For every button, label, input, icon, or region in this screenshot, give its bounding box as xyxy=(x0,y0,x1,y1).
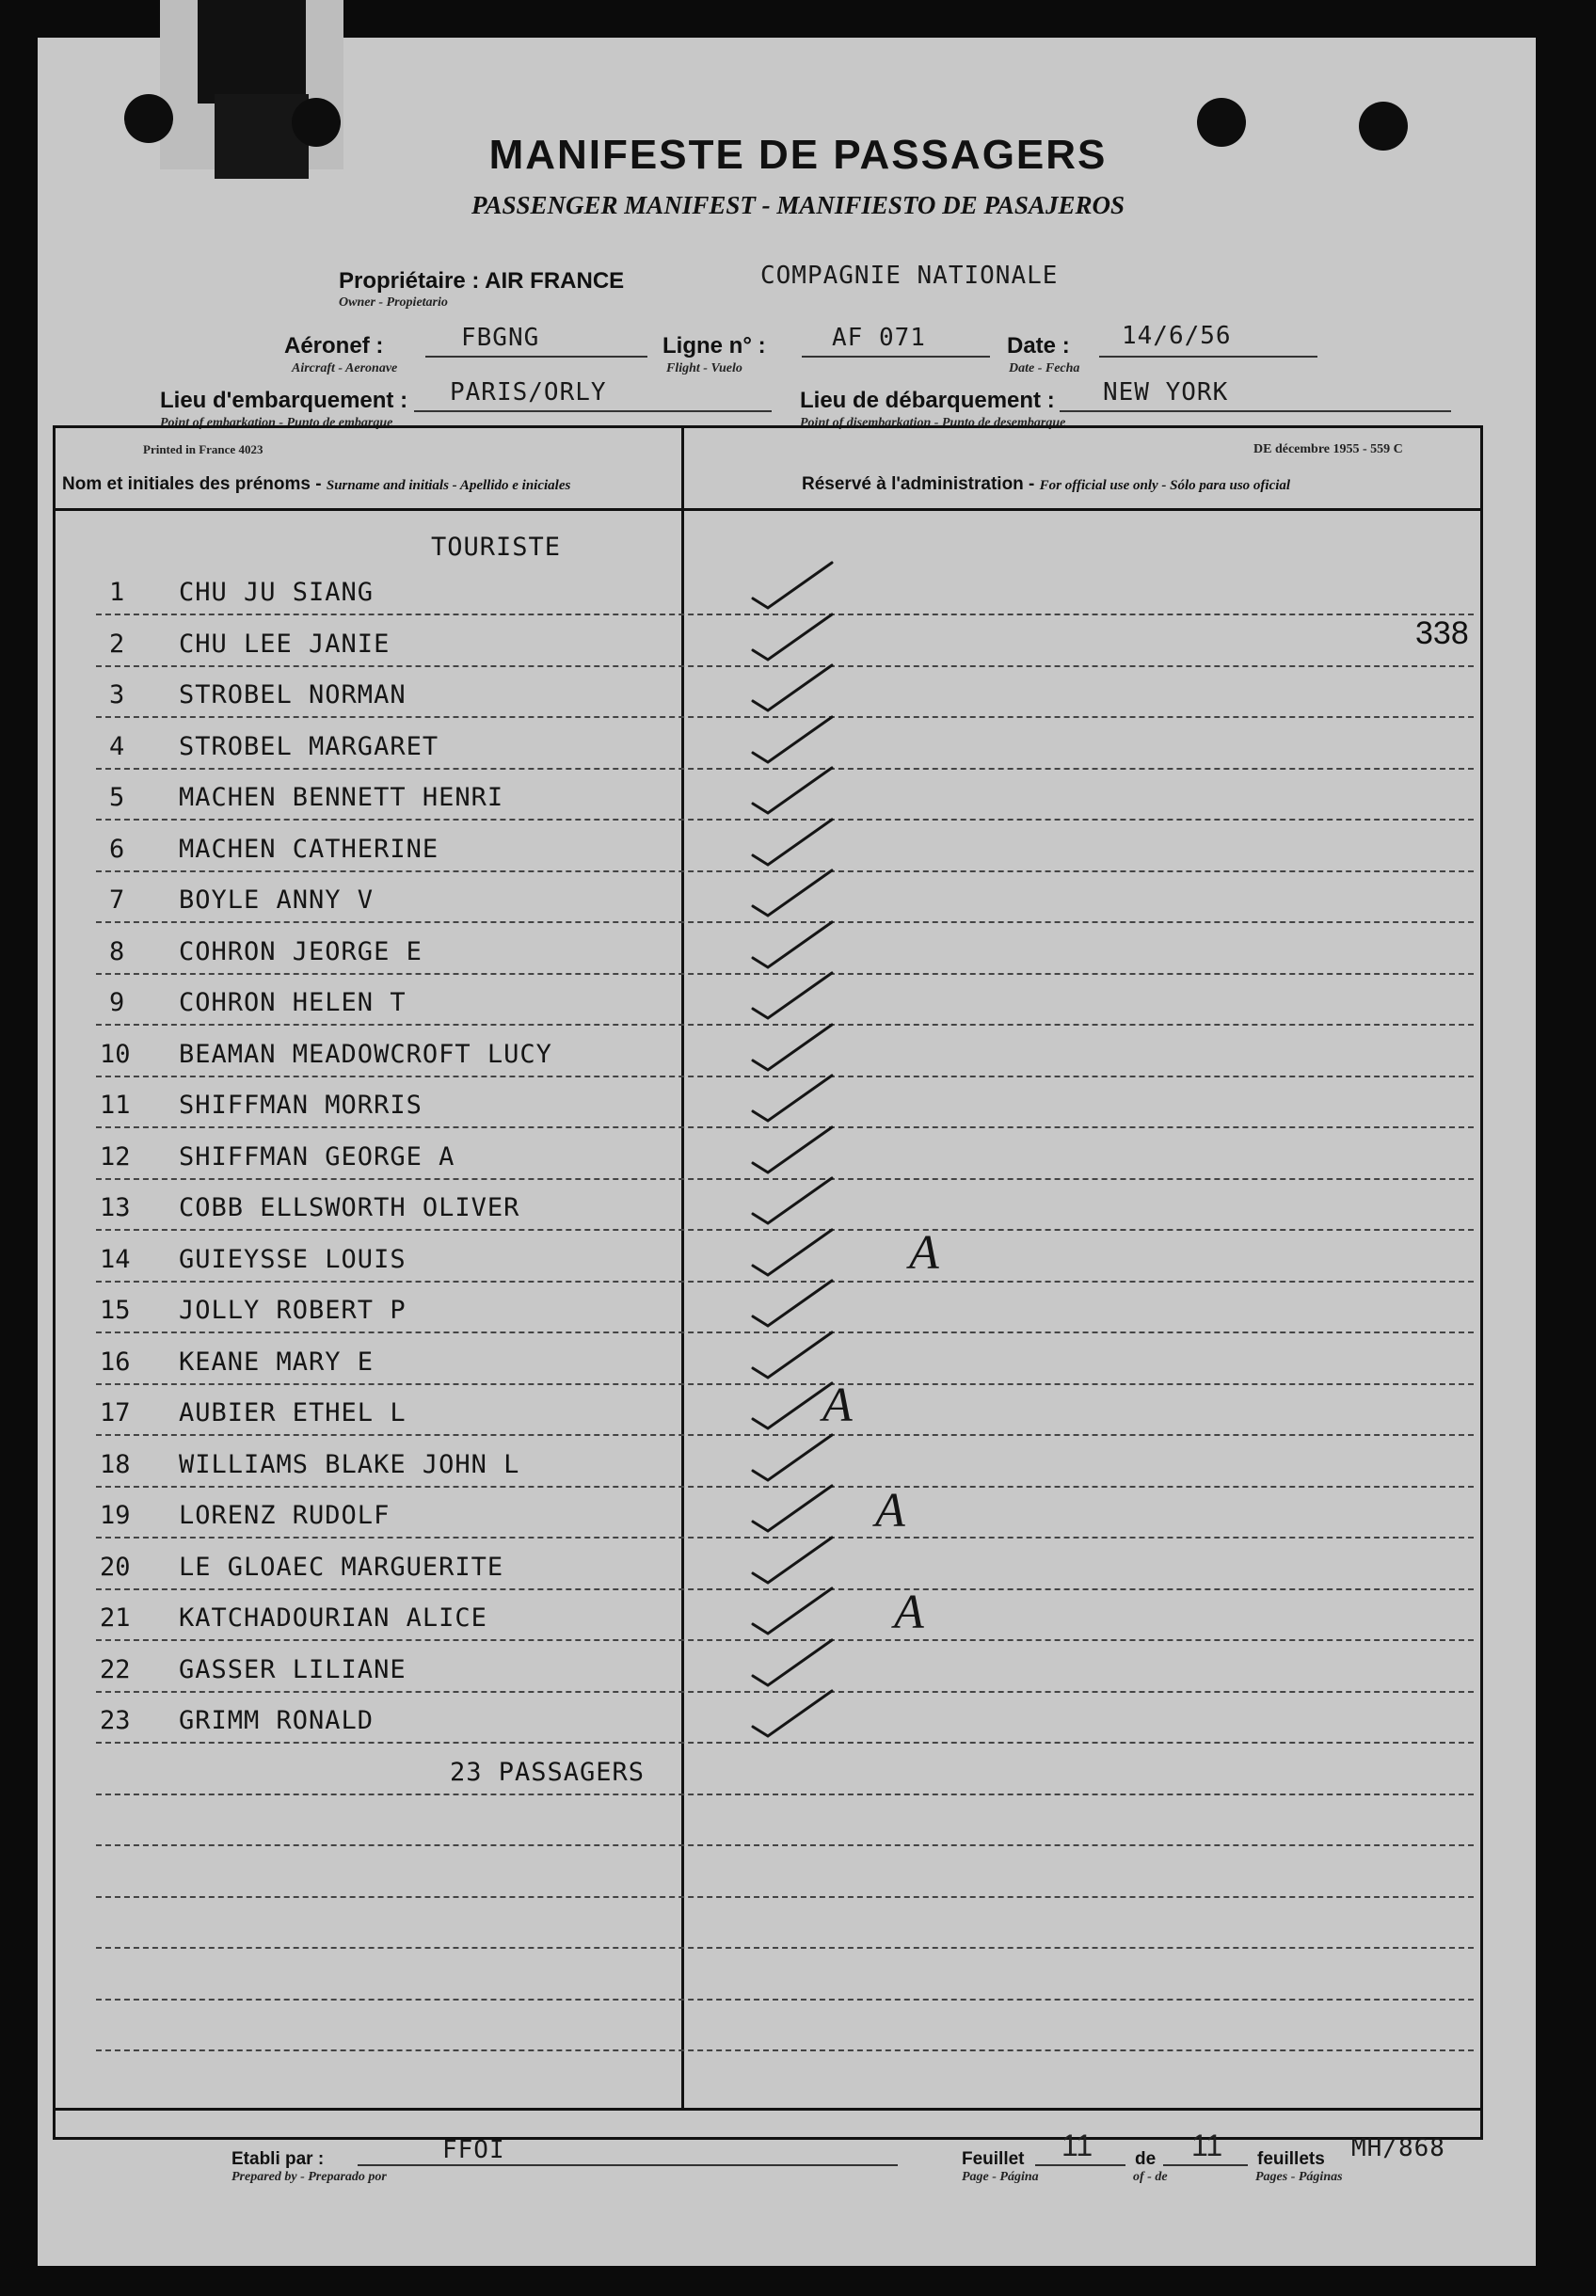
aircraft-sublabel: Aircraft - Aeronave xyxy=(292,361,398,375)
row-number: 16 xyxy=(100,1347,131,1377)
of-value: 11 xyxy=(1191,2129,1223,2162)
date-sublabel: Date - Fecha xyxy=(1009,361,1080,375)
passenger-name: MACHEN BENNETT HENRI xyxy=(179,783,504,812)
row-number: 22 xyxy=(100,1655,131,1684)
disembarkation-sublabel: Point of disembarkation - Punto de desembarque xyxy=(800,416,1066,430)
page-reference: MH/868 xyxy=(1351,2134,1445,2162)
check-mark xyxy=(753,1435,832,1480)
pages-label: feuillets xyxy=(1257,2149,1325,2169)
passenger-name: GUIEYSSE LOUIS xyxy=(179,1245,407,1274)
check-mark xyxy=(753,1230,832,1275)
total-passengers: 23 PASSAGERS xyxy=(450,1758,646,1787)
official-note: 338 xyxy=(1415,615,1469,651)
check-mark xyxy=(753,614,832,660)
check-mark xyxy=(753,1127,832,1172)
of-sublabel: of - de xyxy=(1133,2170,1168,2184)
owner-value: COMPAGNIE NATIONALE xyxy=(760,262,1059,290)
passenger-name: SHIFFMAN MORRIS xyxy=(179,1091,423,1120)
row-number: 12 xyxy=(100,1142,131,1172)
row-number: 21 xyxy=(100,1603,131,1633)
passenger-name: KEANE MARY E xyxy=(179,1347,375,1377)
passenger-name: LORENZ RUDOLF xyxy=(179,1501,391,1530)
row-number: 3 xyxy=(109,680,125,710)
row-number: 17 xyxy=(100,1398,131,1427)
embarkation-label: Lieu d'embarquement : xyxy=(160,388,408,413)
prepared-by-label: Etabli par : xyxy=(231,2149,325,2169)
row-number: 5 xyxy=(109,783,125,812)
passenger-name: GASSER LILIANE xyxy=(179,1655,407,1684)
flight-label: Ligne n° : xyxy=(662,333,766,359)
passenger-name: COBB ELLSWORTH OLIVER xyxy=(179,1193,520,1222)
passenger-name: GRIMM RONALD xyxy=(179,1706,375,1735)
check-mark xyxy=(753,1538,832,1583)
owner-sublabel: Owner - Propietario xyxy=(339,295,448,310)
row-number: 11 xyxy=(100,1091,131,1120)
check-mark xyxy=(753,922,832,967)
document-subtitle: PASSENGER MANIFEST - MANIFIESTO DE PASAJEROS xyxy=(471,191,1125,219)
row-number: 1 xyxy=(109,578,125,607)
date-value: 14/6/56 xyxy=(1122,322,1232,350)
pages-sublabel: Pages - Páginas xyxy=(1255,2170,1343,2184)
check-mark xyxy=(753,870,832,916)
row-number: 7 xyxy=(109,885,125,915)
official-column-subtitle: For official use only - Sólo para uso oficial xyxy=(1039,478,1291,493)
passenger-name: BOYLE ANNY V xyxy=(179,885,375,915)
document-title: MANIFESTE DE PASSAGERS xyxy=(488,132,1108,178)
passenger-name: CHU LEE JANIE xyxy=(179,630,391,659)
row-number: 8 xyxy=(109,937,125,966)
sheet-sublabel: Page - Página xyxy=(962,2170,1039,2184)
passenger-name: CHU JU SIANG xyxy=(179,578,375,607)
form-code: DE décembre 1955 - 559 C xyxy=(1253,442,1403,456)
check-mark xyxy=(753,665,832,710)
row-number: 10 xyxy=(100,1040,131,1069)
check-mark xyxy=(753,1640,832,1685)
disembarkation-label: Lieu de débarquement : xyxy=(800,388,1055,413)
annotation-a-17: A xyxy=(822,1379,853,1432)
passenger-name: BEAMAN MEADOWCROFT LUCY xyxy=(179,1040,552,1069)
date-label: Date : xyxy=(1007,333,1070,359)
passenger-name: STROBEL MARGARET xyxy=(179,732,439,761)
printed-note: Printed in France 4023 xyxy=(143,442,263,456)
of-label: de xyxy=(1135,2149,1157,2169)
annotation-a-19: A xyxy=(875,1484,905,1538)
passenger-name: MACHEN CATHERINE xyxy=(179,835,439,864)
passenger-name: LE GLOAEC MARGUERITE xyxy=(179,1553,504,1582)
passenger-name: COHRON JEORGE E xyxy=(179,937,423,966)
section-label: TOURISTE xyxy=(431,533,562,562)
row-number: 4 xyxy=(109,732,125,761)
check-mark xyxy=(753,563,832,608)
check-mark xyxy=(753,1281,832,1326)
row-number: 23 xyxy=(100,1706,131,1735)
name-column-subtitle: Surname and initials - Apellido e iniciales xyxy=(326,478,571,493)
check-marks xyxy=(753,563,832,1736)
row-number: 9 xyxy=(109,988,125,1017)
row-number: 14 xyxy=(100,1245,131,1274)
aircraft-label: Aéronef : xyxy=(284,333,384,359)
check-mark xyxy=(753,1383,832,1428)
check-mark xyxy=(753,1025,832,1070)
aircraft-value: FBGNG xyxy=(461,324,540,352)
sheet-value: 11 xyxy=(1061,2129,1093,2162)
passenger-name: COHRON HELEN T xyxy=(179,988,407,1017)
passenger-name: SHIFFMAN GEORGE A xyxy=(179,1142,455,1172)
passenger-name: KATCHADOURIAN ALICE xyxy=(179,1603,487,1633)
prepared-by-value: FFOI xyxy=(442,2136,505,2164)
row-number: 15 xyxy=(100,1296,131,1325)
check-mark xyxy=(753,1486,832,1531)
row-number: 19 xyxy=(100,1501,131,1530)
passenger-name: WILLIAMS BLAKE JOHN L xyxy=(179,1450,520,1479)
passenger-name: STROBEL NORMAN xyxy=(179,680,407,710)
official-column-title: Réservé à l'administration - xyxy=(802,474,1035,494)
check-mark xyxy=(753,1076,832,1121)
check-mark xyxy=(753,768,832,813)
row-number: 6 xyxy=(109,835,125,864)
row-number: 2 xyxy=(109,630,125,659)
row-number: 20 xyxy=(100,1553,131,1582)
embarkation-sublabel: Point of embarkation - Punto de embarque xyxy=(160,416,393,430)
annotation-a-14: A xyxy=(909,1226,939,1280)
flight-value: AF 071 xyxy=(832,324,926,352)
row-number: 13 xyxy=(100,1193,131,1222)
passenger-name: JOLLY ROBERT P xyxy=(179,1296,407,1325)
passenger-name: AUBIER ETHEL L xyxy=(179,1398,407,1427)
check-mark xyxy=(753,1691,832,1736)
flight-sublabel: Flight - Vuelo xyxy=(666,361,742,375)
check-mark xyxy=(753,1332,832,1378)
check-mark xyxy=(753,1588,832,1634)
check-mark xyxy=(753,820,832,865)
annotation-a-21: A xyxy=(894,1586,924,1639)
prepared-by-sublabel: Prepared by - Preparado por xyxy=(231,2170,387,2184)
disembarkation-value: NEW YORK xyxy=(1103,378,1229,407)
sheet-label: Feuillet xyxy=(962,2149,1025,2169)
row-number: 18 xyxy=(100,1450,131,1479)
embarkation-value: PARIS/ORLY xyxy=(450,378,607,407)
check-mark xyxy=(753,1178,832,1223)
owner-label: Propriétaire : AIR FRANCE xyxy=(339,268,625,294)
check-mark xyxy=(753,717,832,762)
name-column-title: Nom et initiales des prénoms - xyxy=(62,474,322,494)
check-mark xyxy=(753,973,832,1018)
